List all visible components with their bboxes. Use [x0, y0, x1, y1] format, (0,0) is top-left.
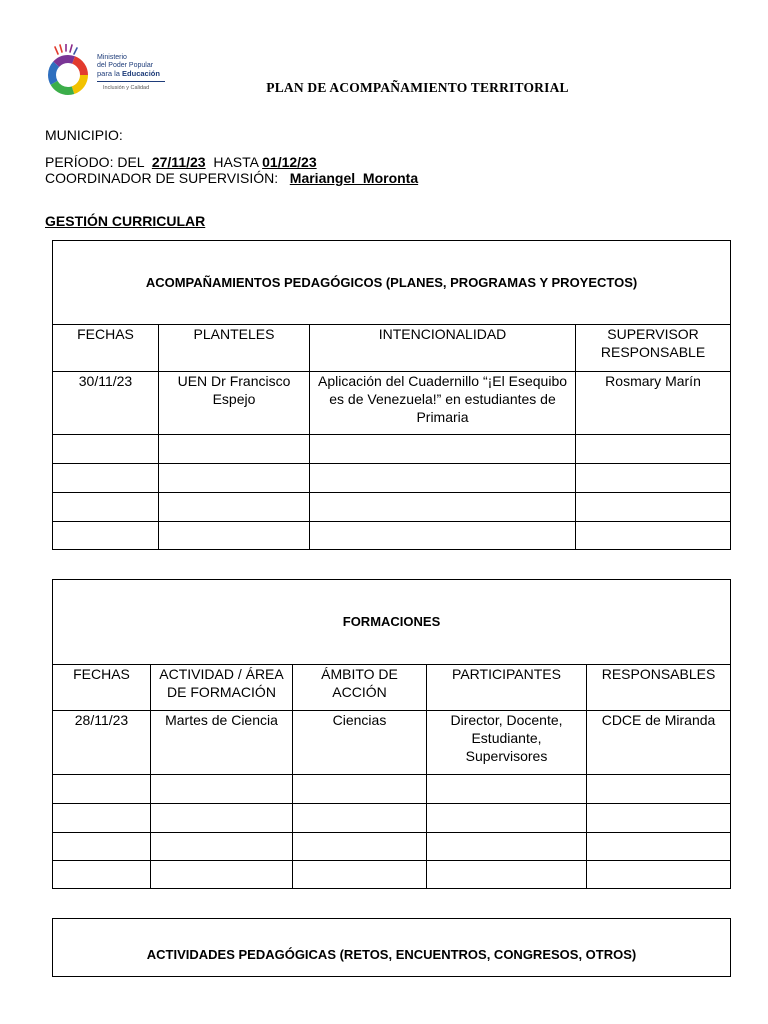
empty-row [53, 861, 731, 889]
table-row [53, 372, 731, 435]
coordinador-value: Mariangel Moronta [289, 170, 419, 186]
column-header: PARTICIPANTES [427, 665, 587, 711]
empty-row [53, 775, 731, 804]
column-header: FECHAS [53, 665, 151, 711]
table-cell: Rosmary Marín [576, 372, 731, 435]
empty-row [53, 522, 731, 550]
table-cell: Director, Docente, Estudiante, Supervisores [427, 711, 587, 775]
coordinador-line: COORDINADOR DE SUPERVISIÓN: Mariangel Moronta [45, 170, 419, 186]
logo-line-1: Ministerio [97, 54, 127, 61]
empty-row [53, 493, 731, 522]
table-header-row [53, 665, 731, 711]
table-header-row [53, 325, 731, 372]
empty-row [53, 833, 731, 861]
acompanamientos-title: ACOMPAÑAMIENTOS PEDAGÓGICOS (PLANES, PROGRAMAS Y PROYECTOS) [53, 241, 731, 325]
periodo-from: 27/11/23 [151, 154, 206, 170]
table-cell: 28/11/23 [53, 711, 151, 775]
actividades-table [52, 918, 731, 977]
section-title: GESTIÓN CURRICULAR [45, 213, 206, 229]
logo-line-3: para la Educación [97, 69, 160, 78]
formaciones-title: FORMACIONES [53, 580, 731, 665]
column-header: PLANTELES [159, 325, 310, 372]
empty-row [53, 435, 731, 464]
column-header: SUPERVISOR RESPONSABLE [576, 325, 731, 372]
periodo-line: PERÍODO: DEL 27/11/23 HASTA 01/12/23 [45, 154, 317, 170]
empty-row [53, 804, 731, 833]
logo-tagline: Inclusión y Calidad [103, 85, 150, 91]
table-cell: CDCE de Miranda [587, 711, 731, 775]
acompanamientos-table [52, 240, 731, 550]
column-header: ACTIVIDAD / ÁREA DE FORMACIÓN [151, 665, 293, 711]
logo-line-2: del Poder Popular [97, 62, 154, 69]
table-cell: 30/11/23 [53, 372, 159, 435]
formaciones-table [52, 579, 731, 889]
municipio-label: MUNICIPIO: [45, 127, 123, 143]
empty-row [53, 464, 731, 493]
table-cell: Ciencias [293, 711, 427, 775]
actividades-title: ACTIVIDADES PEDAGÓGICAS (RETOS, ENCUENTROS, CONGRESOS, OTROS) [53, 919, 731, 977]
periodo-to: 01/12/23 [262, 154, 317, 170]
table-cell: Martes de Ciencia [151, 711, 293, 775]
column-header: RESPONSABLES [587, 665, 731, 711]
table-cell: Aplicación del Cuadernillo “¡El Esequibo es de Venezuela!” en estudiantes de Primaria [310, 372, 576, 435]
document-title: PLAN DE ACOMPAÑAMIENTO TERRITORIAL [266, 80, 569, 95]
column-header: FECHAS [53, 325, 159, 372]
column-header: INTENCIONALIDAD [310, 325, 576, 372]
column-header: ÁMBITO DE ACCIÓN [293, 665, 427, 711]
table-cell: UEN Dr Francisco Espejo [159, 372, 310, 435]
table-row [53, 711, 731, 775]
